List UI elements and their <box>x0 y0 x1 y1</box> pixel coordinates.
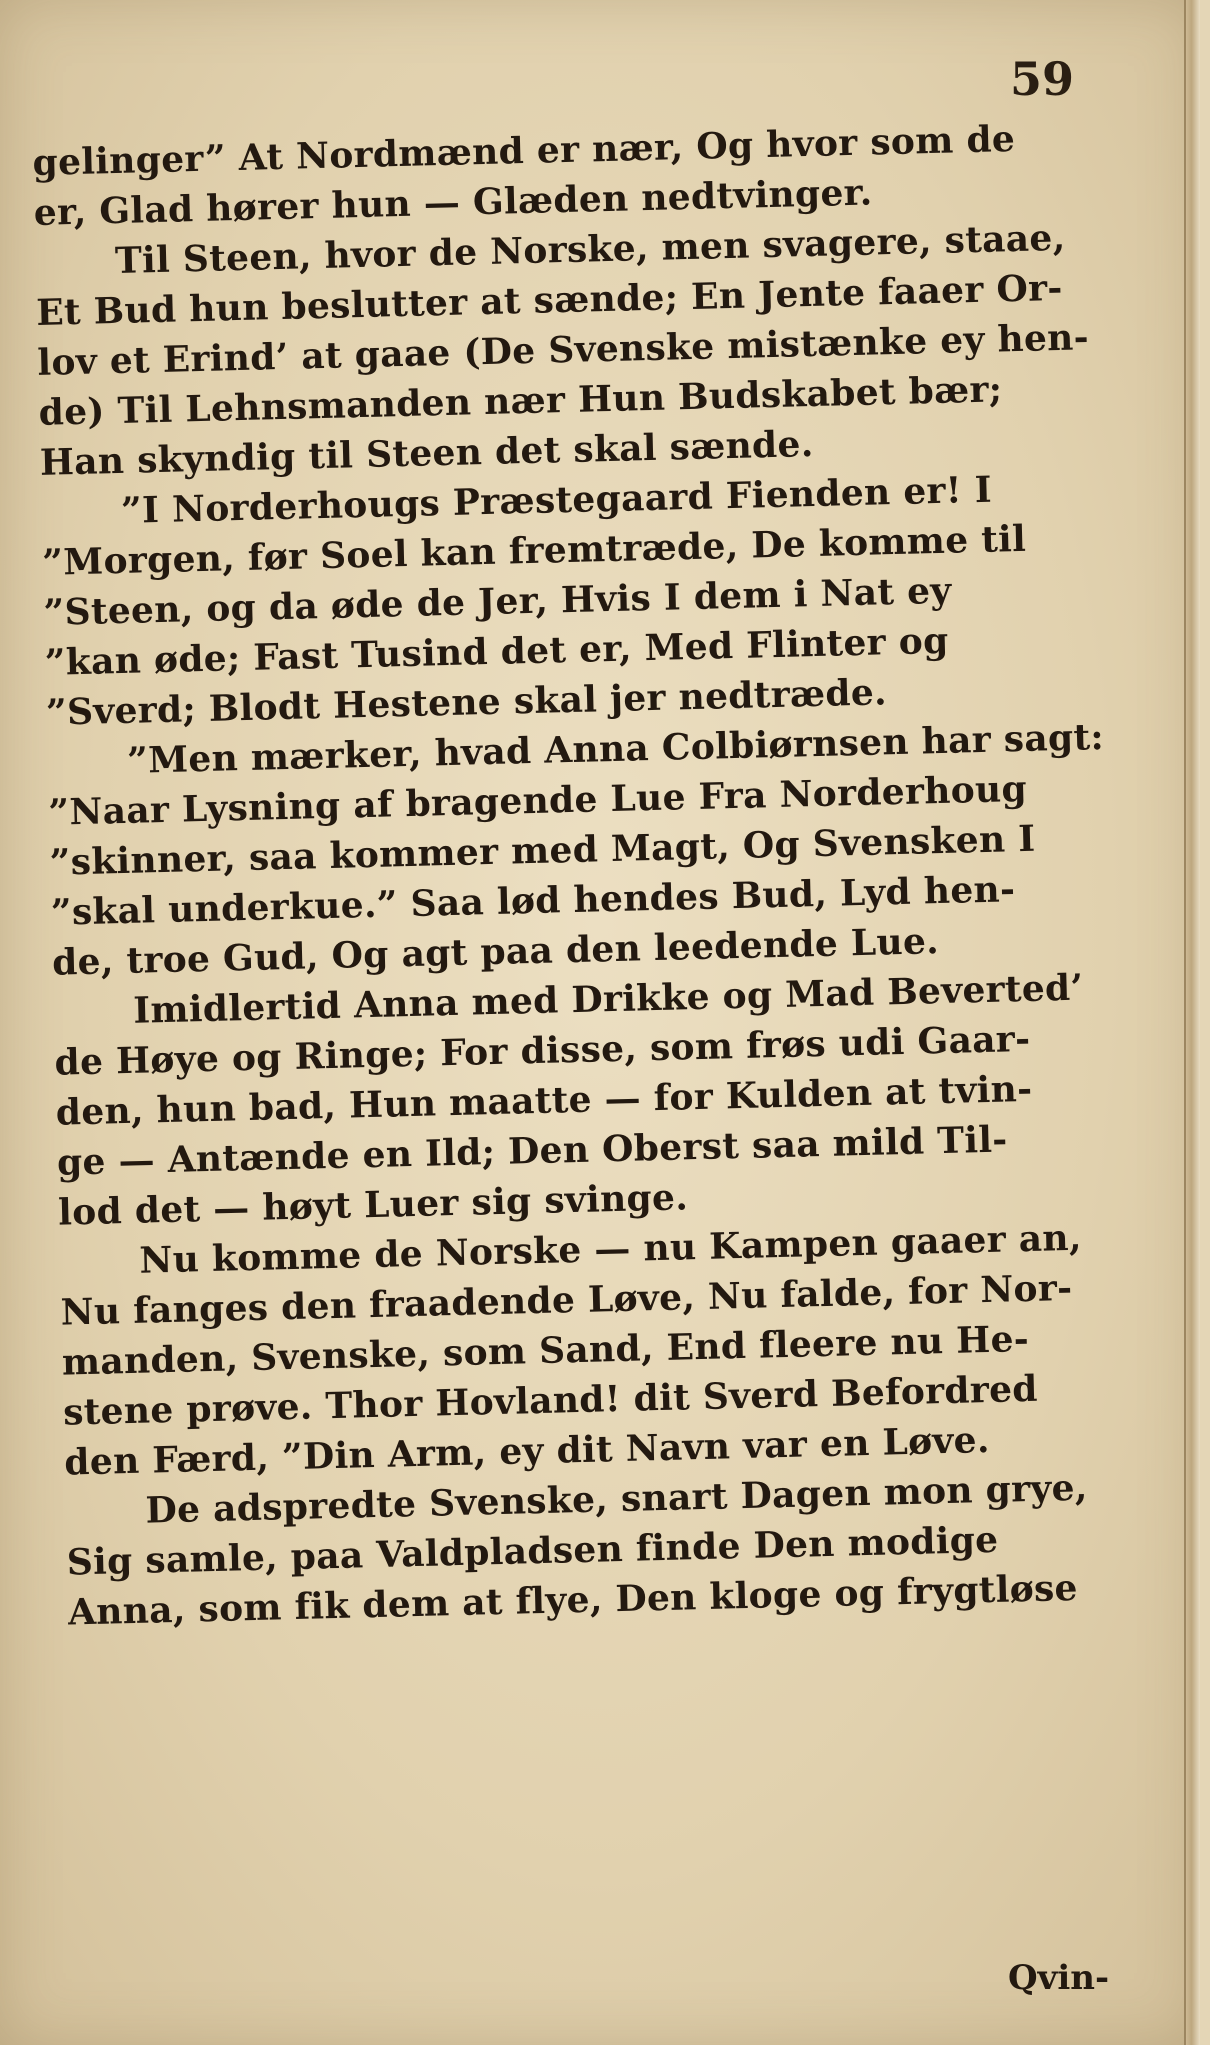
text-line: ”skinner, saa kommer med Magt, Og Svensken I <box>49 817 1036 884</box>
text-line: ”skal underkue.” Saa lød hendes Bud, Lyd hen- <box>50 868 1016 934</box>
text-line: de, troe Gud, Og agt paa den leedende Lue. <box>51 920 940 984</box>
text-line: Til Steen, hvor de Norske, men svagere, staae, <box>114 216 1066 283</box>
text-line: lov et Erind’ at gaae (De Svenske mistænke ey hen- <box>36 316 1090 384</box>
text-line: Nu komme de Norske — nu Kampen gaaer an, <box>138 1216 1083 1282</box>
text-line: lod det — høyt Luer sig svinge. <box>57 1176 689 1234</box>
page-edge <box>1184 0 1200 2045</box>
text-line: ge — Antænde en Ild; Den Oberst saa mild Til- <box>56 1118 1009 1184</box>
text-line: ”kan øde; Fast Tusind det er, Med Flinter og <box>44 619 950 684</box>
text-line: ”Sverd; Blodt Hestene skal jer nedtræde. <box>45 671 888 734</box>
text-line: Han skyndig til Steen det skal sænde. <box>39 423 815 484</box>
text-line: manden, Svenske, som Sand, End fleere nu He- <box>61 1318 1030 1384</box>
page-number: 59 <box>1010 52 1075 106</box>
text-line: Sig samle, paa Valdpladsen finde Den modige <box>66 1518 999 1584</box>
text-line: Nu fanges den fraadende Løve, Nu falde, for Nor- <box>60 1266 1073 1334</box>
text-line: den Færd, ”Din Arm, ey dit Navn var en Løve. <box>63 1418 991 1484</box>
text-line: De adspredte Svenske, snart Dagen mon grye, <box>145 1466 1089 1532</box>
text-line: ”Steen, og da øde de Jer, Hvis I dem i Nat ey <box>43 569 952 634</box>
text-line: Et Bud hun beslutter at sænde; En Jente faaer Or- <box>35 266 1064 334</box>
text-line: er, Glad hører hun — Glæden nedtvinger. <box>33 171 873 234</box>
text-line: de) Til Lehnsmanden nær Hun Budskabet bær; <box>38 368 1003 434</box>
text-line: den, hun bad, Hun maatte — for Kulden at tvin- <box>55 1067 1033 1134</box>
text-line: gelinger” At Nordmænd er nær, Og hvor som de <box>32 117 1016 184</box>
body-text <box>32 111 1178 1638</box>
text-line: ”I Norderhougs Præstegaard Fienden er! I <box>120 468 993 532</box>
text-line: ”Men mærker, hvad Anna Colbiørnsen har sagt: <box>126 715 1105 782</box>
text-line: de Høye og Ringe; For disse, som frøs udi Gaar- <box>54 1017 1031 1084</box>
text-line: stene prøve. Thor Hovland! dit Sverd Befordred <box>62 1367 1039 1434</box>
text-line: ”Morgen, før Soel kan fremtræde, De komme til <box>41 517 1027 584</box>
text-line: Imidlertid Anna med Drikke og Mad Beverted’ <box>132 966 1084 1032</box>
text-line: Anna, som fik dem at flye, Den kloge og frygtløse <box>67 1566 1079 1634</box>
text-line: ”Naar Lysning af bragende Lue Fra Norderhoug <box>47 767 1028 834</box>
catchword: Qvin- <box>1008 1958 1110 1998</box>
